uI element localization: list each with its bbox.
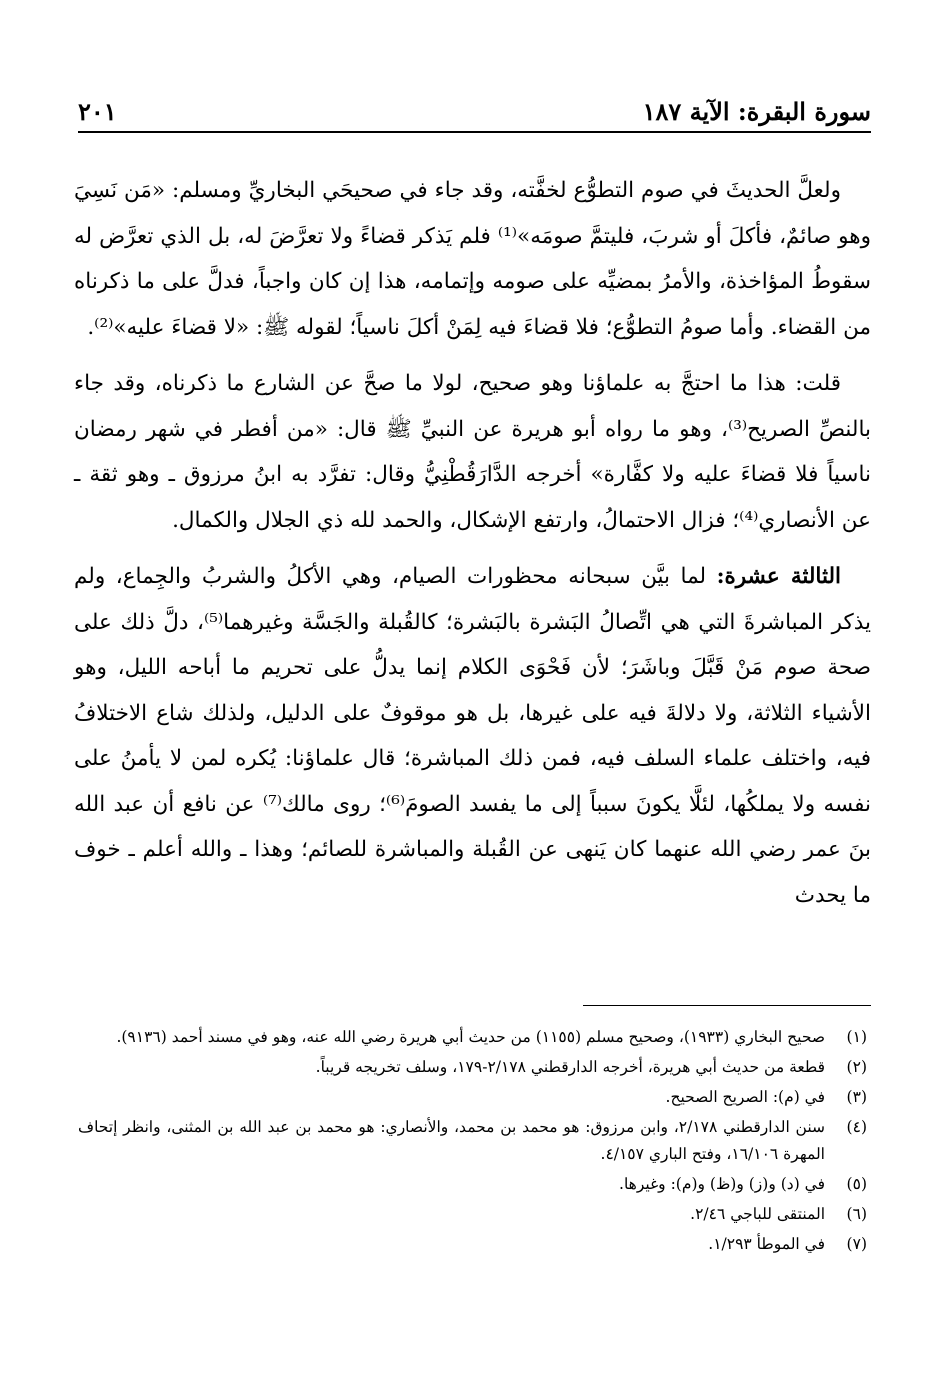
paragraph-text: قلت: هذا ما احتجَّ به علماؤنا وهو صحيح، لولا ما صحَّ عن الشارع ما ذكرناه، وقد جاء بالنصِّ الصريح⁽³⁾، وهو ما رواه أبو هريرة عن النبيِّ ﷺ قال: «من أفطر في شهر رمضان ناسياً فلا قضاءَ عليه ولا كفَّارة» أخرجه الدَّارَقُطْنِيُّ وقال: تفرَّد به ابنُ مرزوق ـ وهو ثقة ـ عن الأنصاري⁽⁴⁾؛ فزال الاحتمالُ، وارتفع الإشكال، والحمد لله ذي الجلال والكمال. <box>74 371 872 533</box>
footnote-number: (١) <box>846 1028 867 1046</box>
footnote <box>78 1114 867 1168</box>
paragraph-text: ولعلَّ الحديثَ في صوم التطوُّع لخفَّته، وقد جاء في صحيحَي البخاريِّ ومسلم: «مَن نَسِيَ وهو صائمٌ، فأكلَ أو شربَ، فليتمَّ صومَه»⁽¹⁾ فلم يَذكر قضاءً ولا تعرَّضَ له، بل الذي تعرَّض له سقوطُ المؤاخذة، والأمرُ بمضيِّه على صومه وإتمامه، هذا إن كان واجباً، فدلَّ على ما ذكرناه من القضاء. وأما صومُ التطوُّع؛ فلا قضاءَ فيه لِمَنْ أكلَ ناسياً؛ لقوله ﷺ: «لا قضاءَ عليه»⁽²⁾. <box>74 178 871 340</box>
footnote <box>78 1024 867 1051</box>
footnote-rule <box>583 1005 871 1006</box>
footnote-text: في الموطأ ١/٢٩٣. <box>708 1235 825 1253</box>
main-text <box>74 168 871 929</box>
footnote-text: قطعة من حديث أبي هريرة، أخرجه الدارقطني ٢/١٧٨-١٧٩، وسلف تخريجه قريباً. <box>315 1058 825 1076</box>
page-header <box>78 92 871 126</box>
footnote <box>78 1201 867 1228</box>
footnote <box>78 1171 867 1198</box>
footnote <box>78 1054 867 1081</box>
footnote-text: صحيح البخاري (١٩٣٣)، وصحيح مسلم (١١٥٥) من حديث أبي هريرة رضي الله عنه، وهو في مسند أحمد (٩١٣٦). <box>116 1028 825 1046</box>
paragraph-text: لما بيَّن سبحانه محظورات الصيام، وهي الأكلُ والشربُ والجِماع، ولم يذكر المباشرةَ التي هي اتِّصالُ البَشرة بالبَشرة؛ كالقُبلة والجَسَّة وغيرهما⁽⁵⁾، دلَّ ذلك على صحة صوم مَنْ قَبَّلَ وباشَرَ؛ لأن فَحْوَى الكلام إنما يدلُّ على تحريم ما أباحه الليل، وهو الأشياء الثلاثة، ولا دلالةَ فيه على غيرها، بل هو موقوفٌ على الدليل، ولذلك شاع الاختلافُ فيه، واختلف علماء السلف فيه، فمن ذلك المباشرة؛ قال علماؤنا: يُكره لمن لا يأمنُ على نفسه ولا يملكُها، لئلَّا يكونَ سبباً إلى ما يفسد الصومَ⁽⁶⁾؛ روى مالك⁽⁷⁾ عن نافع أن عبد الله بنَ عمر رضي الله عنهما كان يَنهى عن القُبلة والمباشرة للصائم؛ وهذا ـ والله أعلم ـ خوف ما يحدث <box>74 564 872 908</box>
running-title: سورة البقرة: الآية ١٨٧ <box>642 97 871 126</box>
footnote-number: (٤) <box>846 1118 867 1136</box>
section-heading: الثالثة عشرة: <box>716 564 841 589</box>
footnote-text: سنن الدارقطني ٢/١٧٨، وابن مرزوق: هو محمد بن محمد، والأنصاري: هو محمد بن عبد الله بن المثنى، وانظر إتحاف المهرة ١٦/١٠٦، وفتح الباري ٤/١٥٧. <box>78 1118 825 1163</box>
footnote-number: (٦) <box>846 1205 867 1223</box>
footnotes <box>78 1024 867 1261</box>
footnote <box>78 1231 867 1258</box>
paragraph <box>74 361 871 543</box>
footnote-number: (٥) <box>846 1175 867 1193</box>
footnote-number: (٢) <box>846 1058 867 1076</box>
footnote-text: في (د) و(ز) و(ظ) و(م): وغيرها. <box>619 1175 825 1193</box>
footnote-text: المنتقى للباجي ٢/٤٦. <box>690 1205 825 1223</box>
paragraph <box>74 168 871 350</box>
header-rule <box>78 131 871 133</box>
page-number: ٢٠١ <box>78 97 117 126</box>
footnote-number: (٣) <box>846 1088 867 1106</box>
footnote-number: (٧) <box>846 1235 867 1253</box>
footnote-text: في (م): الصريح الصحيح. <box>665 1088 825 1106</box>
paragraph <box>74 554 871 918</box>
footnote <box>78 1084 867 1111</box>
